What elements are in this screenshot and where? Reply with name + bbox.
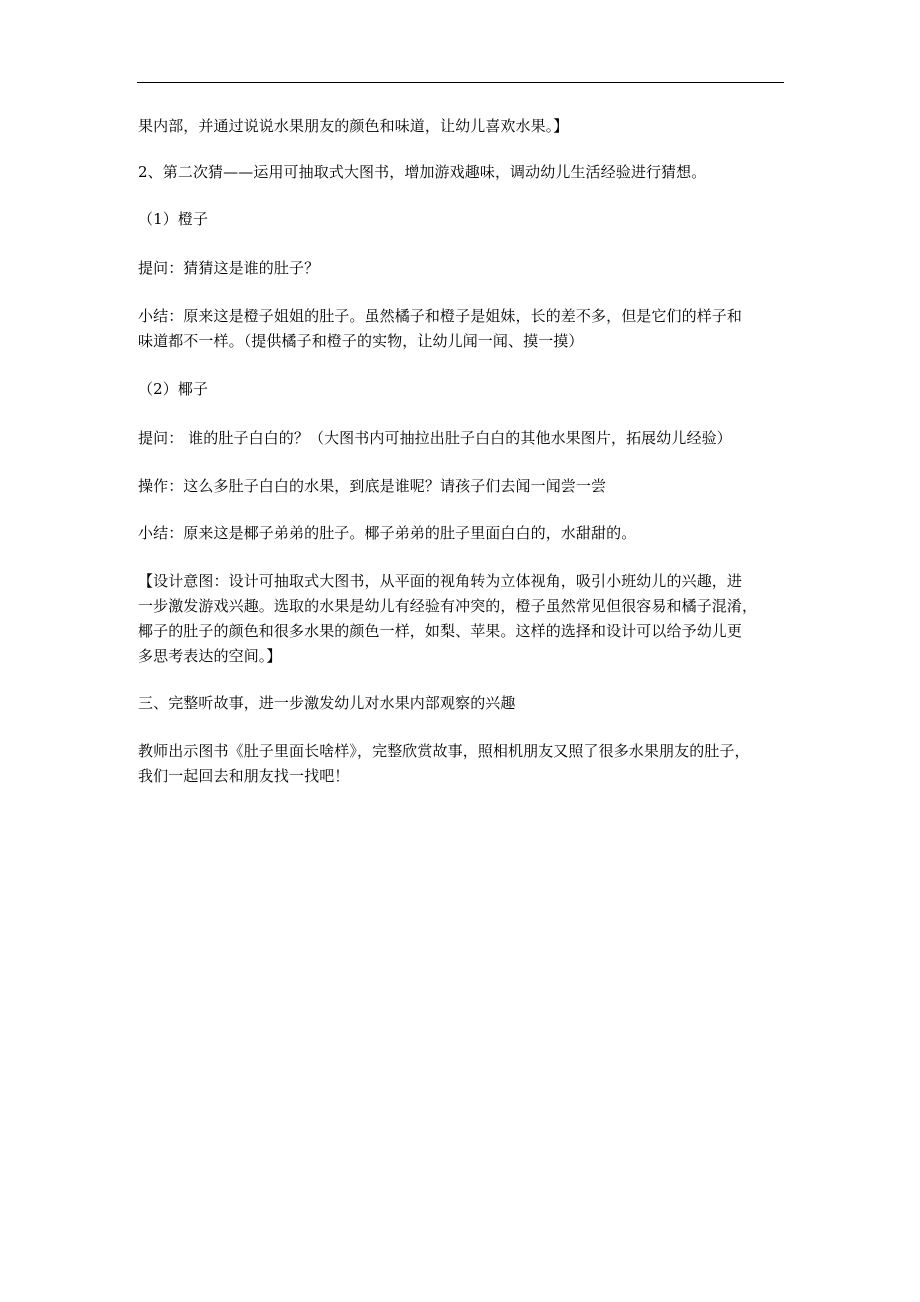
text-line: 椰子的肚子的颜色和很多水果的颜色一样，如梨、苹果。这样的选择和设计可以给予幼儿更 — [138, 622, 743, 640]
text-line: 味道都不一样。（提供橘子和橙子的实物，让幼儿闻一闻、摸一摸） — [138, 332, 584, 350]
text-line: 多思考表达的空间。】 — [138, 647, 282, 665]
text-line: 一步激发游戏兴趣。选取的水果是幼儿有经验有冲突的，橙子虽然常见但很容易和橘子混淆， — [138, 597, 758, 615]
text-line: 提问： 谁的肚子白白的？（大图书内可抽拉出肚子白白的其他水果图片，拓展幼儿经验） — [138, 429, 732, 447]
text-line: 【设计意图：设计可抽取式大图书，从平面的视角转为立体视角，吸引小班幼儿的兴趣，进 — [138, 572, 743, 590]
text-line: 教师出示图书《肚子里面长啥样》，完整欣赏故事，照相机朋友又照了很多水果朋友的肚子， — [138, 742, 750, 760]
text-line: 操作：这么多肚子白白的水果，到底是谁呢？请孩子们去闻一闻尝一尝 — [138, 477, 607, 495]
text-line: 提问：猜猜这是谁的肚子？ — [138, 259, 320, 277]
subsection-heading: （1）橙子 — [138, 210, 209, 228]
subsection-heading: （2）椰子 — [138, 380, 209, 398]
section-heading: 2、第二次猜——运用可抽取式大图书，增加游戏趣味，调动幼儿生活经验进行猜想。 — [138, 163, 707, 181]
text-line: 小结：原来这是椰子弟弟的肚子。椰子弟弟的肚子里面白白的，水甜甜的。 — [138, 524, 637, 542]
header-rule — [137, 82, 784, 83]
text-line: 我们一起回去和朋友找一找吧！ — [138, 767, 350, 785]
section-heading: 三、完整听故事，进一步激发幼儿对水果内部观察的兴趣 — [138, 694, 516, 712]
text-line: 小结：原来这是橙子姐姐的肚子。虽然橘子和橙子是姐妹，长的差不多，但是它们的样子和 — [138, 307, 743, 325]
text-line: 果内部，并通过说说水果朋友的颜色和味道，让幼儿喜欢水果。】 — [138, 117, 569, 135]
